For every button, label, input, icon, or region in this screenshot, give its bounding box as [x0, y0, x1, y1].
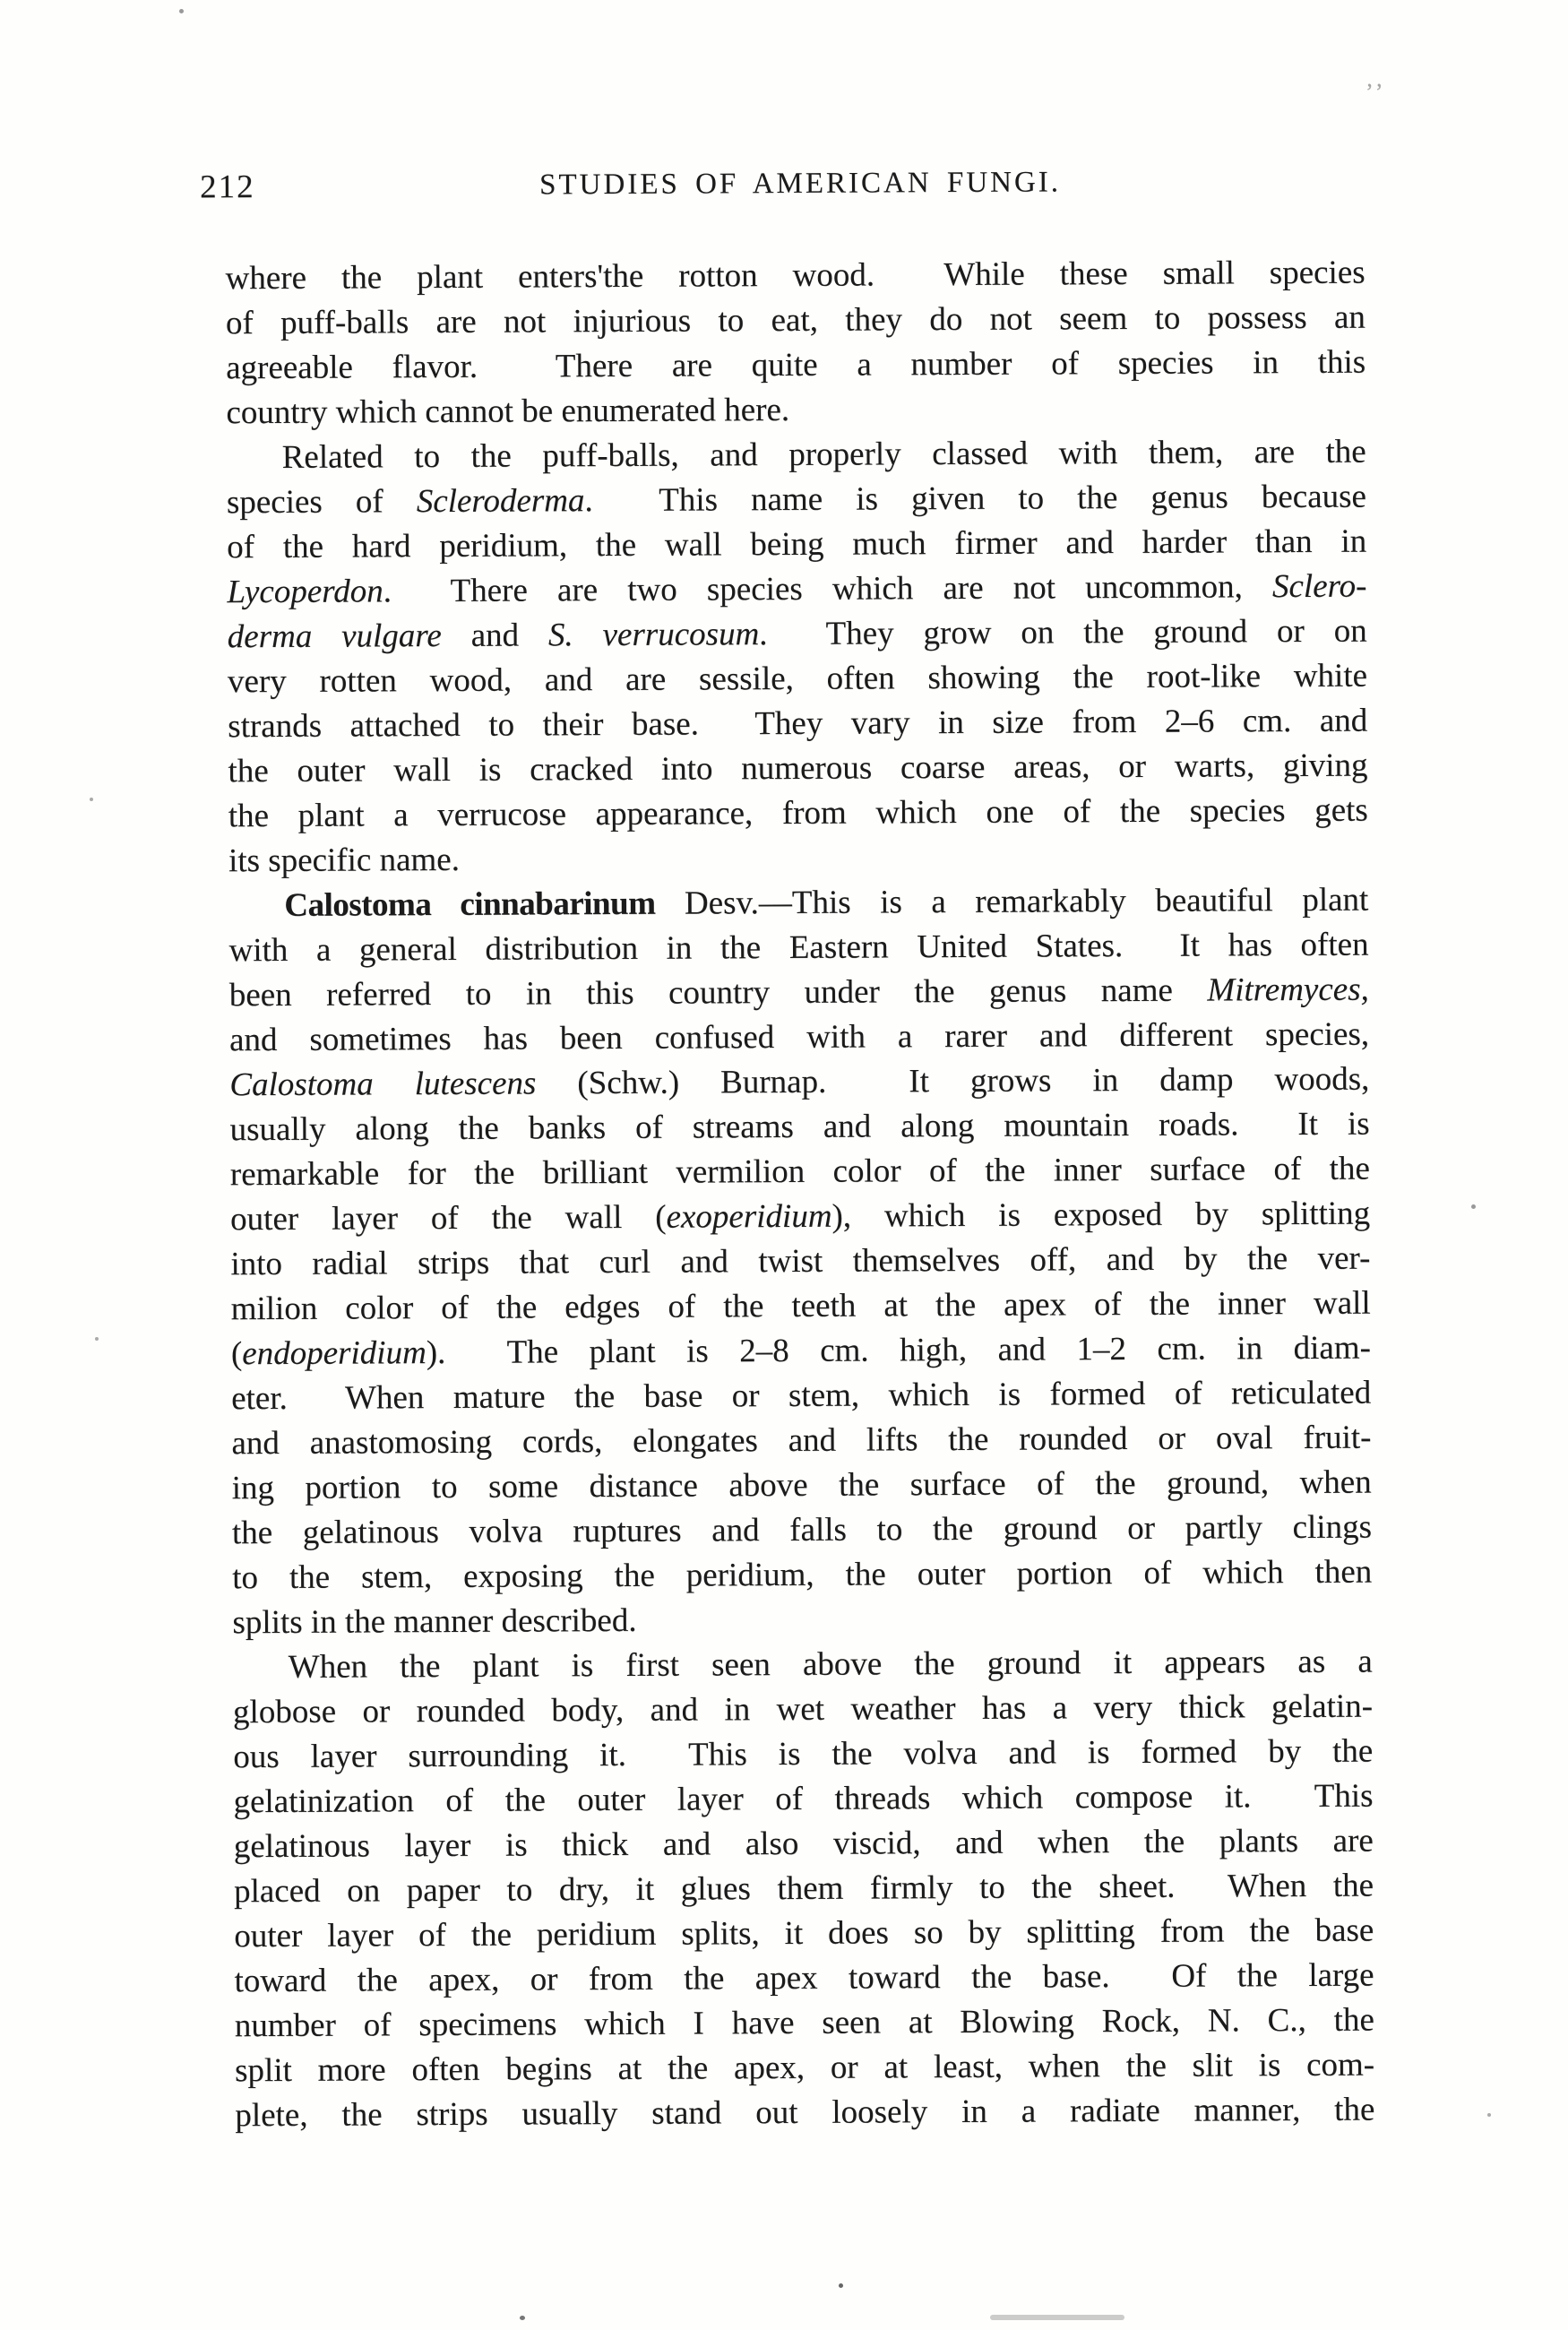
text-line — [228, 699, 1367, 750]
text-segment: the gelatinous volva ruptures and falls to the ground or partly clings — [231, 1508, 1373, 1552]
text-line — [232, 1506, 1372, 1557]
text-line — [228, 878, 1368, 929]
text-segment: been referred to in this country under the genus name — [228, 971, 1208, 1014]
text-segment: (Schw.) Burnap. It grows in damp woods, — [536, 1060, 1370, 1102]
text-line — [235, 2043, 1374, 2094]
text-segment: number of specimens which I have seen at Blowing Rock, N. C., the — [234, 2001, 1374, 2045]
text-segment: ( — [230, 1335, 243, 1373]
text-line — [227, 520, 1366, 571]
paragraph — [225, 251, 1366, 436]
text-segment: When the plant is first seen above the ground it appears as a — [288, 1643, 1373, 1686]
scan-smudge — [990, 2315, 1124, 2320]
text-line — [233, 1730, 1373, 1781]
text-segment: remarkable for the brilliant vermilion color of the inner surface of the — [229, 1150, 1370, 1194]
text-segment: Sclero- — [1271, 567, 1367, 606]
text-segment: agreeable flavor. There are quite a number of species in this — [226, 343, 1366, 387]
body-text — [225, 251, 1374, 2139]
scan-speck — [520, 2316, 525, 2320]
text-line — [230, 1237, 1370, 1288]
text-segment: and anastomosing cords, elongates and lifts the rounded or oval fruit- — [231, 1419, 1372, 1463]
text-line — [228, 789, 1368, 840]
text-segment: ). The plant is 2–8 cm. high, and 1–2 cm. in diam- — [426, 1329, 1371, 1372]
text-line — [226, 341, 1366, 392]
running-header-title: STUDIES OF AMERICAN FUNGI. — [539, 166, 1062, 202]
scan-speck — [839, 2283, 843, 2288]
text-segment: country which cannot be enumerated here. — [226, 391, 790, 432]
text-line — [233, 1640, 1373, 1691]
text-segment: where the plant enters'the rotton wood. While these small species — [225, 254, 1366, 298]
text-segment: S. verrucosum — [547, 616, 760, 654]
text-segment: milion color of the edges of the teeth at the apex of the inner wall — [230, 1284, 1371, 1328]
text-segment: its specific name. — [228, 841, 461, 880]
text-segment: ing portion to some distance above the surface of the ground, when — [231, 1463, 1372, 1507]
text-segment: ous layer surrounding it. This is the volva and is formed by the — [233, 1732, 1374, 1776]
text-segment: derma vulgare — [227, 617, 442, 656]
text-segment: into radial strips that curl and twist themselves off, and by the ver- — [230, 1239, 1371, 1283]
text-line — [229, 1102, 1369, 1153]
text-segment: outer layer of the peridium splits, it does so by splitting from the base — [234, 1911, 1374, 1955]
text-segment: Scleroderma — [416, 482, 585, 521]
text-segment: and — [441, 617, 549, 655]
text-segment: . There are two species which are not uncommon, — [383, 568, 1273, 610]
text-line — [234, 1864, 1374, 1915]
scan-speck: ’’ — [1366, 79, 1387, 105]
text-segment: Lycoperdon — [227, 573, 383, 611]
text-line — [232, 1461, 1372, 1512]
scan-speck — [1471, 1204, 1476, 1209]
page-number: 212 — [199, 168, 255, 206]
scan-speck — [179, 9, 184, 13]
text-segment: Calostoma cinnabarinum — [284, 885, 656, 924]
text-line — [226, 385, 1366, 436]
scan-speck — [95, 1337, 99, 1341]
text-segment: very rotten wood, and are sessile, often showing the root-like white — [227, 657, 1368, 701]
text-line — [233, 1685, 1373, 1736]
text-segment: to the stem, exposing the peridium, the outer portion of which then — [232, 1553, 1373, 1597]
scan-speck — [90, 798, 93, 801]
paragraph — [227, 430, 1369, 885]
text-line — [235, 1998, 1374, 2050]
text-line — [231, 1282, 1371, 1333]
text-segment: toward the apex, or from the apex toward the base. Of the large — [234, 1956, 1374, 2000]
text-segment: exoperidium — [666, 1197, 832, 1236]
scan-speck — [1487, 2113, 1491, 2117]
text-segment: Related to the puff-balls, and properly classed with them, are the — [281, 433, 1366, 476]
text-segment: of puff-balls are not injurious to eat, they do not seem to possess an — [225, 298, 1366, 342]
text-line — [232, 1550, 1372, 1601]
text-line — [231, 1416, 1371, 1467]
text-segment: ), which is exposed by splitting — [831, 1195, 1371, 1235]
text-line — [225, 251, 1365, 302]
text-line — [232, 1595, 1372, 1646]
text-line — [234, 1819, 1374, 1870]
text-line — [231, 1371, 1371, 1422]
page-header — [199, 162, 1365, 208]
text-line — [234, 1954, 1374, 2005]
paragraph — [228, 878, 1372, 1646]
text-segment: splits in the manner described. — [232, 1601, 637, 1642]
text-line — [230, 1147, 1370, 1198]
text-segment: endoperidium — [242, 1334, 426, 1373]
text-segment: gelatinous layer is thick and also viscid, and when the plants are — [233, 1822, 1374, 1866]
text-segment: with a general distribution in the Eastern United States. It has often — [228, 926, 1369, 970]
text-segment: eter. When mature the base or stem, which is formed of reticulated — [231, 1374, 1372, 1418]
text-segment: . This name is given to the genus because — [584, 478, 1367, 520]
text-segment: the outer wall is cracked into numerous coarse areas, or warts, giving — [228, 746, 1368, 790]
text-line — [233, 1774, 1373, 1825]
text-line — [227, 430, 1366, 481]
text-segment: split more often begins at the apex, or at least, when the slit is com- — [234, 2046, 1375, 2090]
text-line — [229, 1057, 1369, 1109]
text-segment: strands attached to their base. They vary in size from 2–6 cm. and — [228, 702, 1368, 746]
text-line — [229, 1013, 1369, 1064]
text-segment: plete, the strips usually stand out loosely in a radiate manner, the — [235, 2091, 1375, 2135]
text-line — [226, 296, 1366, 347]
text-line — [227, 475, 1366, 526]
text-line — [228, 744, 1367, 795]
text-line — [228, 833, 1368, 885]
text-segment: species of — [226, 483, 417, 522]
text-segment: placed on paper to dry, it glues them firmly to the sheet. When the — [233, 1867, 1374, 1911]
text-segment: Desv.—This is a remarkably beautiful plant — [655, 881, 1369, 922]
text-segment: of the hard peridium, the wall being much firmer and harder than in — [227, 522, 1367, 566]
text-line — [234, 1909, 1374, 1960]
paragraph — [233, 1640, 1375, 2139]
text-line — [235, 2088, 1374, 2139]
text-segment: globose or rounded body, and in wet weather has a very thick gelatin- — [232, 1687, 1374, 1731]
text-segment: . They grow on the ground or on — [759, 612, 1367, 653]
text-line — [229, 968, 1369, 1019]
text-line — [230, 1192, 1370, 1243]
text-segment: Calostoma lutescens — [229, 1065, 537, 1104]
text-segment: usually along the banks of streams and along mountain roads. It is — [229, 1105, 1370, 1149]
text-line — [228, 923, 1368, 974]
text-line — [231, 1326, 1371, 1377]
text-line — [228, 609, 1367, 660]
text-segment: outer layer of the wall ( — [230, 1198, 667, 1238]
text-segment: and sometimes has been confused with a rarer and different species, — [228, 1015, 1370, 1059]
text-line — [227, 565, 1366, 616]
text-segment: gelatinization of the outer layer of threads which compose it. This — [233, 1777, 1374, 1821]
text-segment: Mitremyces, — [1207, 971, 1369, 1009]
text-segment: the plant a verrucose appearance, from which one of the species gets — [228, 791, 1368, 835]
text-line — [228, 654, 1367, 705]
